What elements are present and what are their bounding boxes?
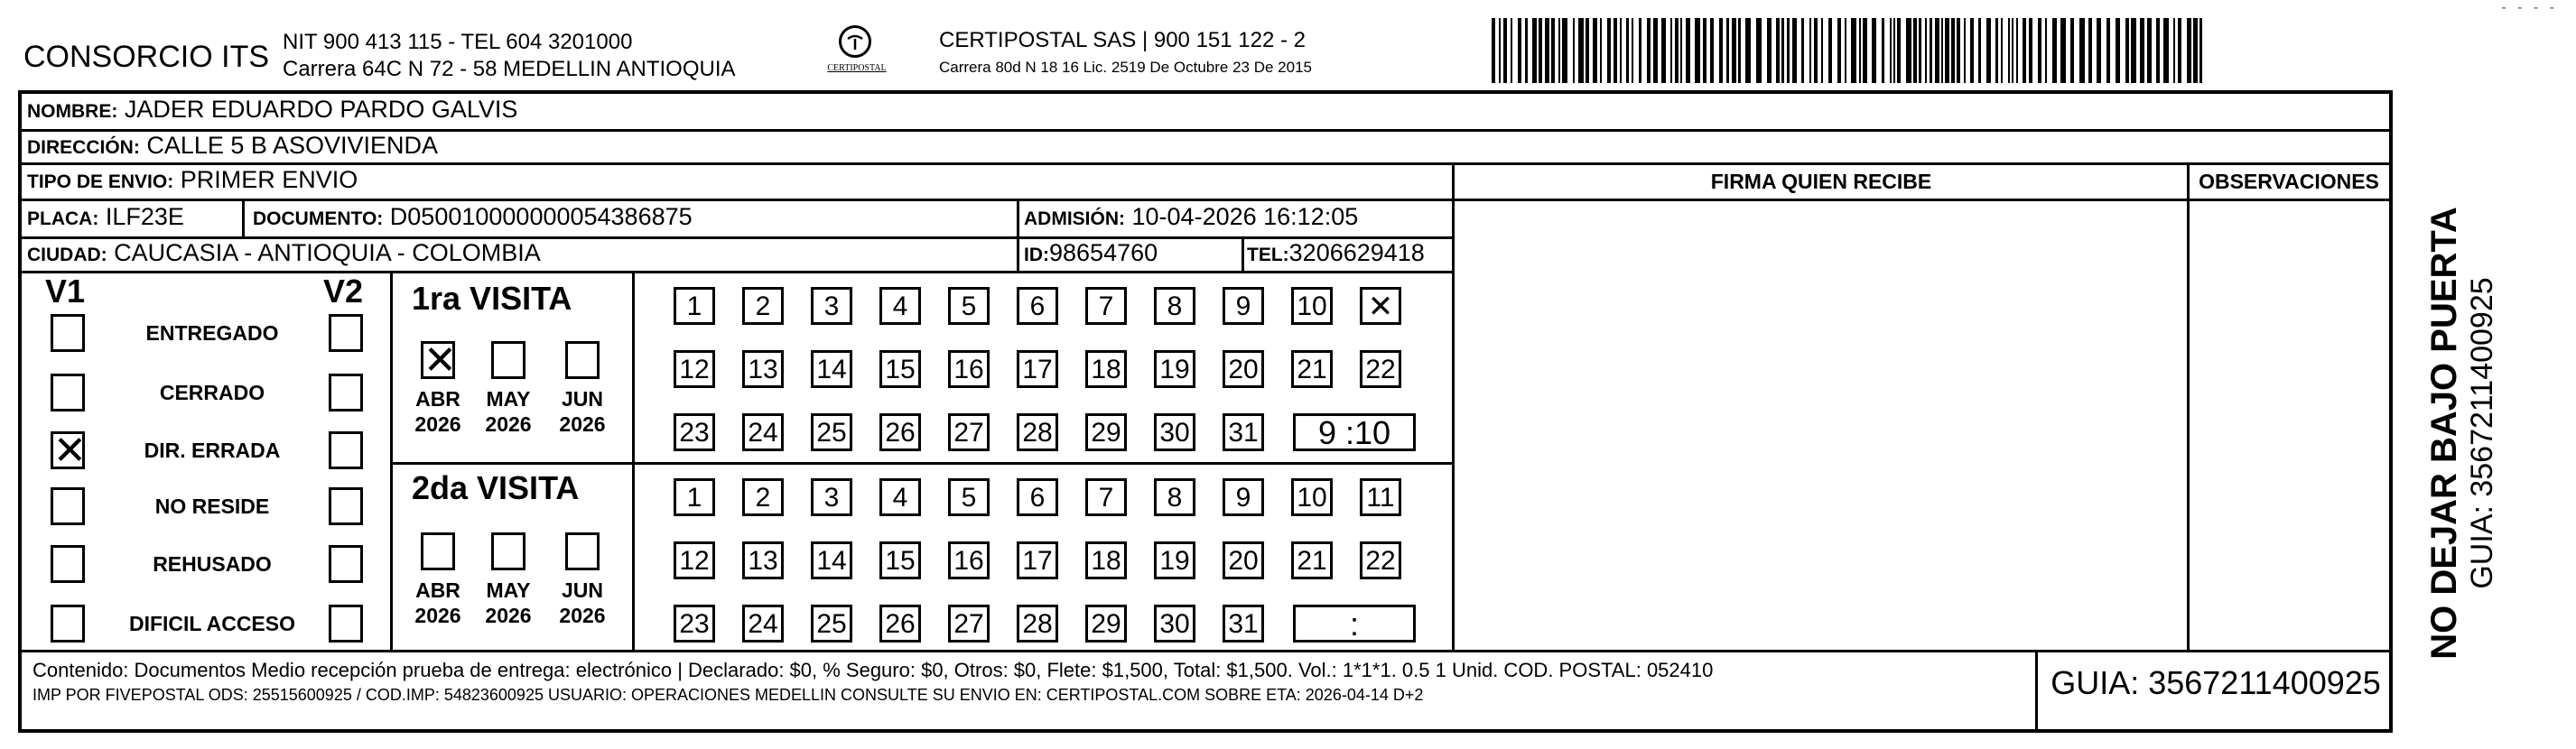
certipostal-logo (816, 25, 897, 79)
no-dejar-bajo-puerta: NO DEJAR BAJO PUERTA (2424, 207, 2464, 660)
second-visit-day[interactable]: 9 (1223, 478, 1264, 516)
barcode-bar (2038, 18, 2041, 83)
barcode-bar (2088, 18, 2092, 83)
logo-text: CERTIPOSTAL (827, 63, 887, 73)
nombre-field: NOMBRE: JADER EDUARDO PARDO GALVIS (27, 96, 518, 123)
barcode-bar (1851, 18, 1856, 83)
barcode-bar (2045, 18, 2047, 83)
barcode-bar (2008, 18, 2010, 83)
cert-line: CERTIPOSTAL SAS | 900 151 122 - 2 (939, 28, 1306, 52)
v1-checkbox-entregado[interactable] (51, 314, 85, 352)
barcode-bar (1620, 18, 1622, 83)
barcode-bar (1626, 18, 1629, 83)
second-visit-month-abr[interactable] (421, 532, 455, 570)
first-visit-day[interactable]: 6 (1017, 287, 1058, 325)
v1-checkbox-no-reside[interactable] (51, 487, 85, 525)
second-visit-day[interactable]: 8 (1154, 478, 1195, 516)
barcode-bar (1670, 18, 1672, 83)
barcode-bar (1897, 18, 1901, 83)
status-label-entregado: ENTREGADO (145, 321, 279, 345)
placa-value: ILF23E (105, 203, 184, 230)
second-visit-day[interactable]: 24 (742, 605, 784, 643)
first-visit-day[interactable]: ✕ (1360, 287, 1401, 325)
barcode-bar (1719, 18, 1723, 83)
barcode-bar (1930, 18, 1932, 83)
barcode-bar (2173, 18, 2175, 83)
corner-marks: - - - - (2501, 0, 2558, 15)
tipo-envio-value: PRIMER ENVIO (180, 166, 358, 193)
second-visit-title: 2da VISITA (412, 469, 580, 506)
company-info (283, 29, 736, 83)
barcode-bar (1863, 18, 1867, 83)
first-visit-day[interactable]: 5 (948, 287, 990, 325)
barcode-bar (2125, 18, 2129, 83)
first-visit-month-label: MAY 2026 (485, 387, 532, 436)
first-visit-day[interactable]: 26 (879, 413, 921, 451)
first-visit-day[interactable]: 7 (1085, 287, 1127, 325)
first-visit-day[interactable]: 10 (1291, 287, 1333, 325)
barcode-bar (1941, 18, 1943, 83)
barcode-bar (2178, 18, 2181, 83)
barcode-bar (1945, 18, 1949, 83)
second-visit-day[interactable]: 15 (879, 541, 921, 579)
first-visit-month-label: JUN 2026 (559, 387, 606, 436)
first-visit-day[interactable]: 1 (674, 287, 715, 325)
barcode-bar (1837, 18, 1841, 83)
barcode-bar (2163, 18, 2169, 83)
v2-checkbox-no-reside[interactable] (329, 487, 363, 525)
barcode-bar (1756, 18, 1762, 83)
barcode-bar (1890, 18, 1892, 83)
first-visit-day[interactable]: 14 (811, 350, 852, 388)
status-label-dificil-acceso: DIFICIL ACCESO (128, 612, 295, 635)
barcode-bar (1978, 18, 1981, 83)
status-label-rehusado: REHUSADO (153, 552, 272, 576)
second-visit-day[interactable]: 27 (948, 605, 990, 643)
barcode-bar (1661, 18, 1666, 83)
second-visit-day[interactable]: 3 (811, 478, 852, 516)
v1-label: V1 (45, 273, 86, 310)
barcode-bar (2199, 18, 2202, 83)
barcode-bar (2060, 18, 2066, 83)
barcode-bar (1957, 18, 1960, 83)
barcode-bar (1675, 18, 1679, 83)
barcode-bar (1872, 18, 1876, 83)
barcode-bar (1703, 18, 1706, 83)
barcode-bar (1558, 18, 1560, 83)
barcode-bar (1970, 18, 1974, 83)
second-visit-day[interactable]: 21 (1291, 541, 1333, 579)
logo-mark-icon (839, 25, 871, 58)
direccion-value: CALLE 5 B ASOVIVIENDA (146, 132, 439, 159)
first-visit-month-label: ABR 2026 (414, 387, 461, 436)
id-field: ID:98654760 (1024, 239, 1158, 266)
barcode-bar (1653, 18, 1658, 83)
observaciones-title: OBSERVACIONES (2199, 170, 2379, 193)
footer-guia: GUIA: 3567211400925 (2051, 664, 2381, 701)
barcode-bar (1809, 18, 1811, 83)
second-visit-day[interactable]: 19 (1154, 541, 1195, 579)
barcode-bar (1995, 18, 1998, 83)
barcode-bar (1695, 18, 1700, 83)
barcode-bar (1745, 18, 1751, 83)
placa-field: PLACA: ILF23E (27, 203, 184, 230)
barcode-bar (2070, 18, 2074, 83)
barcode-bar (1551, 18, 1555, 83)
second-visit-day[interactable]: 25 (811, 605, 852, 643)
side-guia: GUIA: 3567211400925 (2465, 277, 2499, 589)
v1-checkbox-cerrado[interactable] (51, 374, 85, 411)
second-visit-month-label: MAY 2026 (485, 578, 532, 627)
barcode-bar (1578, 18, 1584, 83)
first-visit-day[interactable]: 30 (1154, 413, 1195, 451)
observations-area[interactable] (2190, 200, 2387, 648)
status-label-dir-errada: DIR. ERRADA (144, 439, 281, 462)
v2-checkbox-cerrado[interactable] (329, 374, 363, 411)
second-visit-day[interactable]: 20 (1223, 541, 1264, 579)
barcode-bar (2079, 18, 2085, 83)
barcode-bar (1586, 18, 1589, 83)
barcode-bar (1925, 18, 1927, 83)
first-visit-day[interactable]: 20 (1223, 350, 1264, 388)
certipostal-info (939, 27, 1312, 81)
barcode-bar (2116, 18, 2120, 83)
barcode-bar (1511, 18, 1512, 83)
barcode-bar (1767, 18, 1772, 83)
signature-area[interactable] (1455, 200, 2185, 648)
first-visit-month-abr[interactable]: ✕ (421, 341, 455, 379)
second-visit-month-may[interactable] (491, 532, 525, 570)
second-visit-day[interactable]: 17 (1017, 541, 1058, 579)
v2-checkbox-entregado[interactable] (329, 314, 363, 352)
status-label-no-reside: NO RESIDE (154, 495, 270, 518)
tipo-envio-field: TIPO DE ENVIO: PRIMER ENVIO (27, 166, 358, 193)
barcode-bar (1787, 18, 1790, 83)
barcode-bar (1906, 18, 1911, 83)
nombre-value: JADER EDUARDO PARDO GALVIS (124, 96, 518, 123)
v1-checkbox-dificil-acceso[interactable] (51, 605, 85, 643)
barcode-bar (1647, 18, 1651, 83)
barcode-bar (1986, 18, 1991, 83)
first-visit-title: 1ra VISITA (412, 280, 572, 317)
first-visit-day[interactable]: 21 (1291, 350, 1333, 388)
tel-value: 3206629418 (1288, 239, 1425, 266)
first-visit-day[interactable]: 31 (1223, 413, 1264, 451)
admision-field: ADMISIÓN: 10-04-2026 16:12:05 (1024, 203, 1359, 230)
barcode-bar (2016, 18, 2018, 83)
barcode-bar (1781, 18, 1784, 83)
barcode-bar (1792, 18, 1797, 83)
status-label-cerrado: CERRADO (159, 381, 265, 404)
firma-title: FIRMA QUIEN RECIBE (1710, 170, 1932, 193)
footer-print-line: IMP POR FIVEPOSTAL ODS: 25515600925 / COD.IMP: 54823600925 USUARIO: OPERACIONES MEDELLIN CONSULTE SU ENVIO EN: CERTIPOSTAL.COM SOBRE ETA: 2026-04-14 D+2 (33, 686, 1424, 704)
barcode-bar (1525, 18, 1528, 83)
barcode-bar (1964, 18, 1966, 83)
barcode-bar (1893, 18, 1895, 83)
barcode-bar (2023, 18, 2026, 83)
barcode-bar (1776, 18, 1780, 83)
barcode-bar (1573, 18, 1575, 83)
admision-value: 10-04-2026 16:12:05 (1131, 203, 1359, 230)
address-line: Carrera 64C N 72 - 58 MEDELLIN ANTIOQUIA (283, 57, 736, 81)
barcode-bar (1532, 18, 1537, 83)
barcode-bar (1639, 18, 1641, 83)
barcode (1492, 18, 2210, 83)
second-visit-day[interactable]: 4 (879, 478, 921, 516)
nit-line: NIT 900 413 115 - TEL 604 3201000 (283, 30, 633, 54)
barcode-bar (1607, 18, 1611, 83)
second-visit-day[interactable]: 10 (1291, 478, 1333, 516)
first-visit-day[interactable]: 4 (879, 287, 921, 325)
footer-content-line: Contenido: Documentos Medio recepción prueba de entrega: electrónico | Declarado: $0, % Seguro: $0, Otros: $0, Flete: $1,500, Total: $1,500. Vol.: 1*1*1. 0.5 1 Unid. COD. POSTAL: 052410 (33, 659, 1714, 681)
barcode-bar (2147, 18, 2152, 83)
second-visit-day[interactable]: 13 (742, 541, 784, 579)
barcode-bar (1593, 18, 1597, 83)
tel-field: TEL:3206629418 (1247, 239, 1425, 266)
documento-field: DOCUMENTO: D050010000000054386875 (253, 203, 693, 230)
first-visit-day[interactable]: 8 (1154, 287, 1195, 325)
barcode-bar (1845, 18, 1846, 83)
second-visit-day[interactable]: 22 (1360, 541, 1401, 579)
second-visit-day[interactable]: 1 (674, 478, 715, 516)
first-visit-day[interactable]: 22 (1360, 350, 1401, 388)
first-visit-day[interactable]: 19 (1154, 350, 1195, 388)
barcode-bar (1503, 18, 1507, 83)
second-visit-day[interactable]: 26 (879, 605, 921, 643)
barcode-bar (1801, 18, 1804, 83)
direccion-field: DIRECCIÓN: CALLE 5 B ASOVIVIENDA (27, 132, 439, 159)
barcode-bar (2193, 18, 2198, 83)
barcode-bar (1859, 18, 1861, 83)
second-visit-month-jun[interactable] (565, 532, 600, 570)
barcode-bar (2131, 18, 2136, 83)
barcode-bar (1913, 18, 1917, 83)
barcode-bar (1600, 18, 1602, 83)
barcode-bar (1935, 18, 1939, 83)
ciudad-field: CIUDAD: CAUCASIA - ANTIOQUIA - COLOMBIA (27, 239, 541, 266)
first-visit-day[interactable]: 9 (1223, 287, 1264, 325)
barcode-bar (1492, 18, 1495, 83)
barcode-bar (2106, 18, 2110, 83)
first-visit-day[interactable]: 16 (948, 350, 990, 388)
second-visit-day[interactable]: 11 (1360, 478, 1401, 516)
barcode-bar (2187, 18, 2191, 83)
barcode-bar (1814, 18, 1818, 83)
barcode-bar (2156, 18, 2160, 83)
barcode-bar (2140, 18, 2144, 83)
second-visit-day[interactable]: 28 (1017, 605, 1058, 643)
second-visit-day[interactable]: 31 (1223, 605, 1264, 643)
second-visit-day[interactable]: 14 (811, 541, 852, 579)
second-visit-day[interactable]: 2 (742, 478, 784, 516)
barcode-bar (1499, 18, 1501, 83)
barcode-bar (1518, 18, 1521, 83)
first-visit-day[interactable]: 24 (742, 413, 784, 451)
first-visit-day[interactable]: 2 (742, 287, 784, 325)
documento-value: D050010000000054386875 (389, 203, 693, 230)
barcode-bar (1726, 18, 1729, 83)
barcode-bar (2001, 18, 2003, 83)
barcode-bar (1951, 18, 1955, 83)
barcode-bar (2097, 18, 2101, 83)
barcode-bar (2052, 18, 2057, 83)
v2-checkbox-dificil-acceso[interactable] (329, 605, 363, 643)
barcode-bar (2029, 18, 2032, 83)
v1-checkbox-dir-errada[interactable]: ✕ (51, 431, 85, 469)
barcode-bar (1738, 18, 1741, 83)
first-visit-day[interactable]: 27 (948, 413, 990, 451)
barcode-bar (1680, 18, 1682, 83)
barcode-bar (1632, 18, 1633, 83)
second-visit-day[interactable]: 7 (1085, 478, 1127, 516)
first-visit-month-may[interactable] (491, 341, 525, 379)
cert-address: Carrera 80d N 18 16 Lic. 2519 De Octubre 23 De 2015 (939, 59, 1312, 76)
barcode-bar (1919, 18, 1921, 83)
v2-label: V2 (323, 273, 364, 310)
barcode-bar (1613, 18, 1617, 83)
barcode-bar (1732, 18, 1736, 83)
first-visit-day[interactable]: 13 (742, 350, 784, 388)
barcode-bar (1686, 18, 1690, 83)
v2-checkbox-dir-errada[interactable] (329, 431, 363, 469)
first-visit-time[interactable]: 9 :10 (1293, 413, 1416, 451)
first-visit-month-jun[interactable] (565, 341, 600, 379)
barcode-bar (1882, 18, 1884, 83)
first-visit-day[interactable]: 18 (1085, 350, 1127, 388)
first-visit-day[interactable]: 12 (674, 350, 715, 388)
second-visit-day[interactable]: 6 (1017, 478, 1058, 516)
first-visit-day[interactable]: 29 (1085, 413, 1127, 451)
company-name: CONSORCIO ITS (23, 40, 270, 74)
v1-checkbox-rehusado[interactable] (51, 545, 85, 583)
second-visit-time[interactable]: : (1293, 605, 1416, 643)
second-visit-day[interactable]: 12 (674, 541, 715, 579)
barcode-bar (1545, 18, 1549, 83)
first-visit-day[interactable]: 23 (674, 413, 715, 451)
barcode-bar (1828, 18, 1832, 83)
ciudad-value: CAUCASIA - ANTIOQUIA - COLOMBIA (114, 239, 541, 266)
barcode-bar (1710, 18, 1714, 83)
side-text (2384, 108, 2575, 731)
second-visit-day[interactable]: 29 (1085, 605, 1127, 643)
barcode-bar (2012, 18, 2013, 83)
first-visit-day[interactable]: 17 (1017, 350, 1058, 388)
second-visit-month-label: JUN 2026 (559, 578, 606, 627)
second-visit-day[interactable]: 5 (948, 478, 990, 516)
second-visit-day[interactable]: 18 (1085, 541, 1127, 579)
second-visit-day[interactable]: 30 (1154, 605, 1195, 643)
id-value: 98654760 (1049, 239, 1158, 266)
second-visit-day[interactable]: 16 (948, 541, 990, 579)
first-visit-day[interactable]: 28 (1017, 413, 1058, 451)
v2-checkbox-rehusado[interactable] (329, 545, 363, 583)
barcode-bar (1821, 18, 1823, 83)
barcode-bar (1562, 18, 1567, 83)
second-visit-day[interactable]: 23 (674, 605, 715, 643)
second-visit-month-label: ABR 2026 (414, 578, 461, 627)
first-visit-day[interactable]: 25 (811, 413, 852, 451)
first-visit-day[interactable]: 3 (811, 287, 852, 325)
barcode-bar (1539, 18, 1542, 83)
first-visit-day[interactable]: 15 (879, 350, 921, 388)
